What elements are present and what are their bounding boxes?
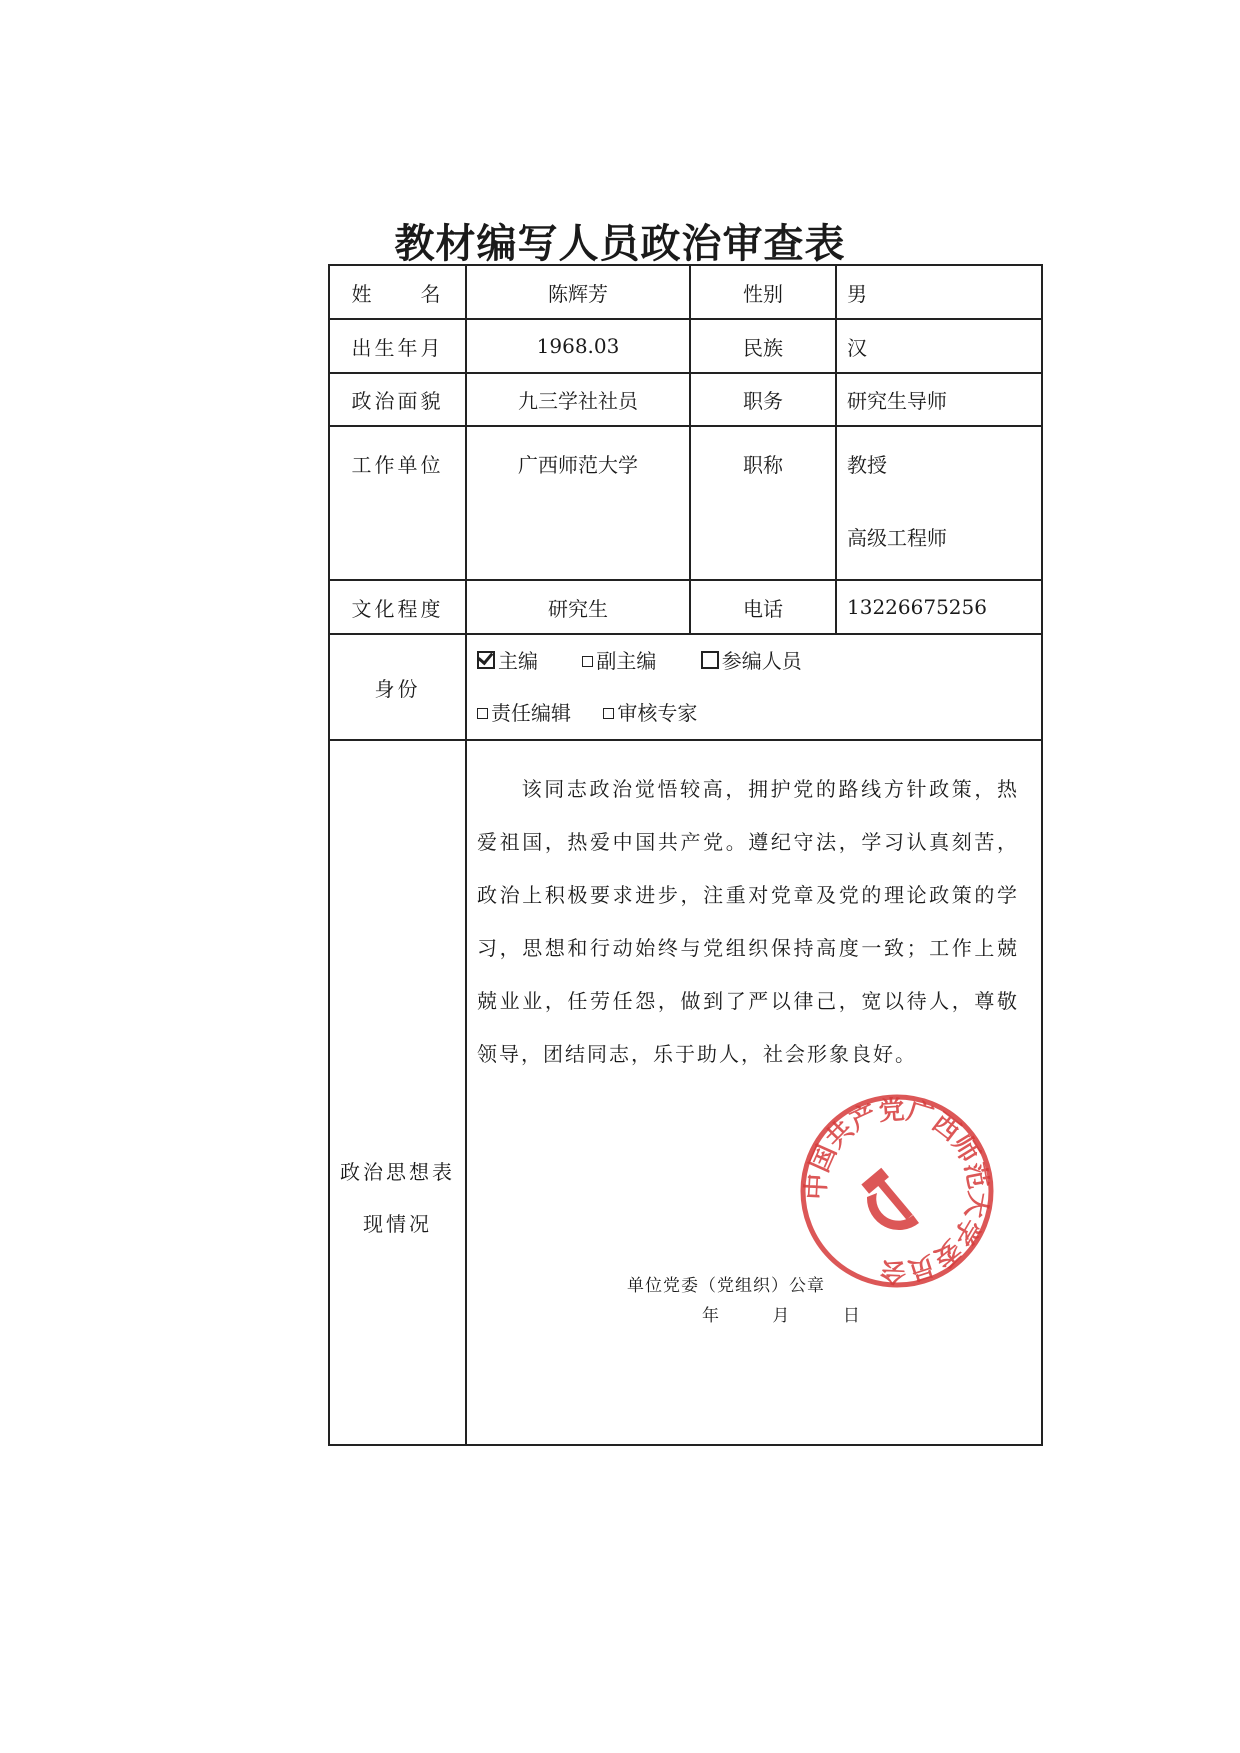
title-rank-value-2: 高级工程师 bbox=[847, 526, 947, 550]
title-rank-label: 职称 bbox=[690, 426, 836, 580]
identity-option-chief-editor[interactable]: 主编 bbox=[477, 649, 538, 673]
education-value: 研究生 bbox=[466, 580, 690, 634]
phone-label: 电话 bbox=[690, 580, 836, 634]
ethnicity-value: 汉 bbox=[836, 319, 1042, 373]
review-form-table bbox=[328, 264, 1043, 1446]
work-unit-label: 工作单位 bbox=[329, 426, 466, 580]
duty-label: 职务 bbox=[690, 373, 836, 426]
party-seal-icon bbox=[797, 1091, 997, 1291]
stamp-area bbox=[467, 1081, 1041, 1441]
identity-option-contributor[interactable]: 参编人员 bbox=[701, 649, 802, 673]
birth-label: 出生年月 bbox=[329, 319, 466, 373]
duty-value: 研究生导师 bbox=[836, 373, 1042, 426]
identity-option-responsible-editor[interactable]: 责任编辑 bbox=[477, 701, 571, 725]
stamp-date bbox=[702, 1301, 908, 1326]
political-thought-text: 该同志政治觉悟较高，拥护党的路线方针政策，热爱祖国，热爱中国共产党。遵纪守法，学习认真刻苦，政治上积极要求进步，注重对党章及党的理论政策的学习，思想和行动始终与党组织保持高度一致；工作上兢兢业业，任劳任怨，做到了严以律己，宽以待人，尊敬领导，团结同志，乐于助人，社会形象良好。 bbox=[477, 777, 1019, 1066]
education-label: 文化程度 bbox=[329, 580, 466, 634]
political-thought-label-line2: 现情况 bbox=[363, 1211, 432, 1236]
stamp-label: 单位党委（党组织）公章 bbox=[627, 1276, 825, 1296]
identity-label: 身份 bbox=[329, 634, 466, 740]
political-thought-text-wrap bbox=[467, 741, 1041, 1081]
birth-value: 1968.03 bbox=[466, 319, 690, 373]
gender-value: 男 bbox=[836, 265, 1042, 319]
checkbox-icon[interactable] bbox=[701, 651, 719, 669]
ethnicity-label: 民族 bbox=[690, 319, 836, 373]
political-status-value: 九三学社社员 bbox=[466, 373, 690, 426]
checkbox-icon[interactable] bbox=[582, 656, 593, 667]
identity-options bbox=[466, 634, 1042, 740]
title-rank-value-1: 教授 bbox=[847, 453, 887, 477]
checkbox-checked-icon[interactable] bbox=[477, 651, 495, 669]
political-thought-content bbox=[466, 740, 1042, 1445]
gender-label: 性别 bbox=[690, 265, 836, 319]
political-thought-label-line1: 政治思想表 bbox=[340, 1159, 455, 1184]
date-day: 日 bbox=[842, 1306, 860, 1326]
seal-org-text: 中国共产党广西师范大学委员会 bbox=[801, 1095, 993, 1287]
title-rank-cell bbox=[836, 426, 1042, 580]
date-month: 月 bbox=[772, 1306, 790, 1326]
phone-value: 13226675256 bbox=[836, 580, 1042, 634]
form-title: 教材编写人员政治审查表 bbox=[394, 221, 846, 267]
name-label: 姓 名 bbox=[329, 265, 466, 319]
political-thought-label bbox=[329, 740, 466, 1445]
work-unit-value: 广西师范大学 bbox=[466, 426, 690, 580]
name-value: 陈辉芳 bbox=[466, 265, 690, 319]
checkbox-icon[interactable] bbox=[477, 708, 488, 719]
political-status-label: 政治面貌 bbox=[329, 373, 466, 426]
identity-option-deputy-editor[interactable]: 副主编 bbox=[582, 649, 656, 673]
date-year: 年 bbox=[702, 1306, 719, 1326]
checkbox-icon[interactable] bbox=[603, 708, 614, 719]
identity-option-review-expert[interactable]: 审核专家 bbox=[603, 701, 697, 725]
